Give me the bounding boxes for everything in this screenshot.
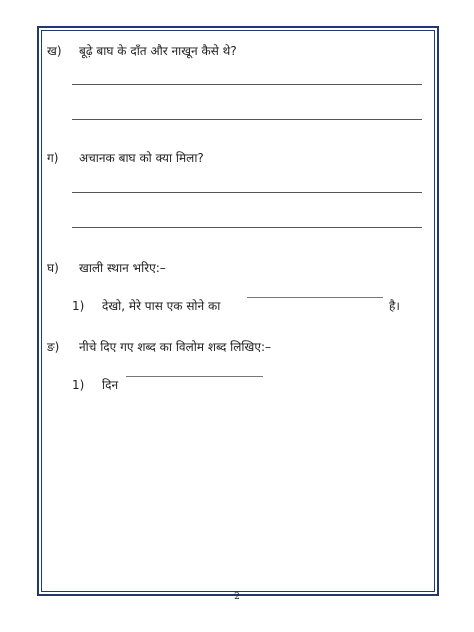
antonym-word: दिन xyxy=(101,378,119,392)
question-label: ख) xyxy=(47,44,62,58)
item-number: 1) xyxy=(72,299,85,313)
answer-line[interactable] xyxy=(72,119,422,120)
fill-blank-text: देखो, मेरे पास एक सोने का xyxy=(101,299,221,313)
question-label: ग) xyxy=(47,151,59,165)
fill-blank-space[interactable] xyxy=(247,297,383,298)
question-text: अचानक बाघ को क्या मिला? xyxy=(79,151,204,165)
question-label: घ) xyxy=(47,261,59,275)
question-text: बूढ़े बाघ के दाँत और नाखून कैसे थे? xyxy=(79,44,237,58)
item-number: 1) xyxy=(72,378,85,392)
page-number: 2 xyxy=(234,592,240,602)
fill-blank-item xyxy=(72,299,220,313)
answer-line[interactable] xyxy=(72,192,422,193)
answer-line[interactable] xyxy=(72,84,422,85)
question-text: खाली स्थान भरिए:– xyxy=(79,261,166,275)
antonym-blank[interactable] xyxy=(126,376,263,377)
question-label: ङ) xyxy=(47,340,60,354)
question-text: नीचे दिए गए शब्द का विलोम शब्द लिखिए:– xyxy=(79,340,272,354)
antonym-item xyxy=(72,378,118,392)
fill-blank-ending: है। xyxy=(389,299,400,313)
answer-line[interactable] xyxy=(72,227,422,228)
